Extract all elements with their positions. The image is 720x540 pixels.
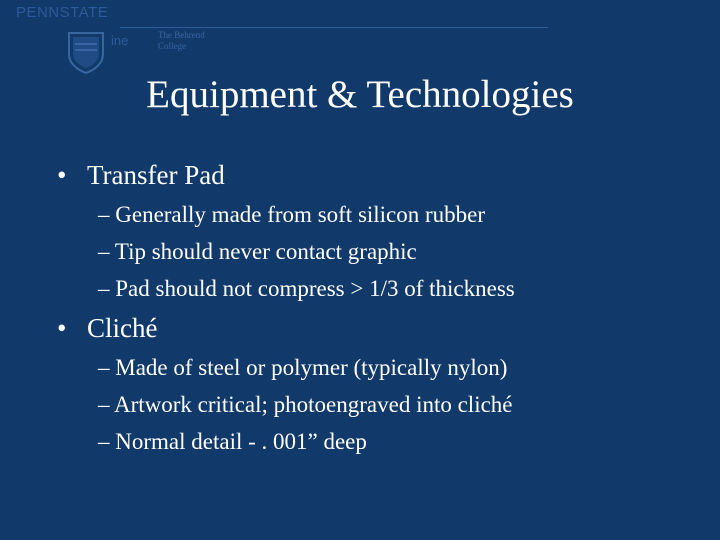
sub-bullet: – Made of steel or polymer (typically nylon) [98, 355, 508, 380]
college-line-2: College [158, 41, 186, 51]
sub-bullet: – Tip should never contact graphic [98, 239, 417, 264]
sub-bullet: – Normal detail - . 001” deep [98, 429, 367, 454]
brand-sub-text: ine [111, 33, 129, 48]
penn-state-shield-icon [66, 30, 106, 74]
bullet-dot: • [57, 160, 67, 190]
college-line-1: The Behrend [158, 30, 205, 40]
bullet-dot: • [57, 313, 67, 343]
sub-bullet: – Artwork critical; photoengraved into cliché [98, 392, 513, 417]
sub-bullet: – Generally made from soft silicon rubber [98, 202, 486, 227]
sub-bullet: – Pad should not compress > 1/3 of thickness [98, 276, 515, 301]
bullet-transfer-pad [57, 160, 225, 191]
bullet-cliche [57, 313, 157, 344]
header-rule [120, 27, 548, 28]
brand-wordmark: PENNSTATE [16, 4, 109, 21]
bullet-label: Transfer Pad [87, 160, 225, 190]
bullet-label: Cliché [87, 313, 158, 343]
slide-title: Equipment & Technologies [146, 73, 574, 116]
college-name [158, 30, 238, 52]
